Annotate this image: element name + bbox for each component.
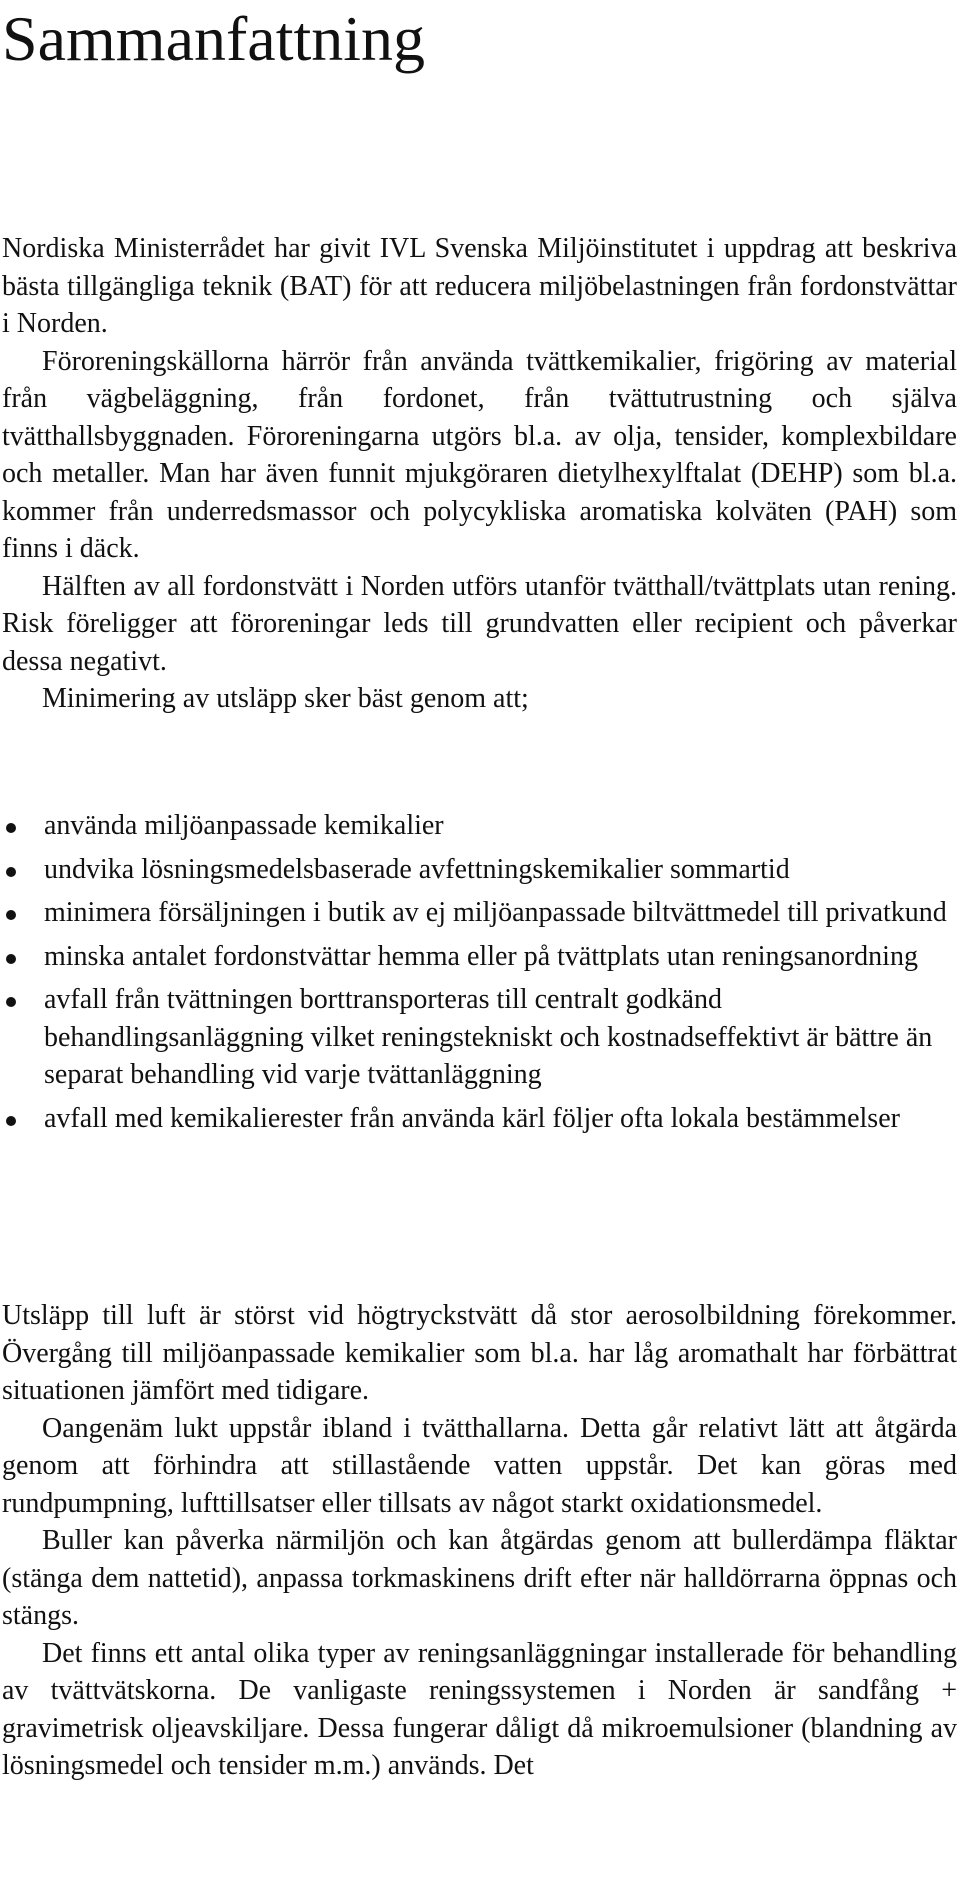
list-item-text: minska antalet fordonstvättar hemma eller på tvättplats utan reningsanordning <box>44 940 918 972</box>
bullet-list <box>2 807 957 1143</box>
bullet-icon <box>6 954 16 964</box>
list-item <box>2 851 957 889</box>
bullet-icon <box>6 997 16 1007</box>
bullet-icon <box>6 1116 16 1126</box>
bullet-icon <box>6 867 16 877</box>
bullet-icon <box>6 823 16 833</box>
bullet-icon <box>6 910 16 920</box>
list-item <box>2 894 957 932</box>
list-item <box>2 938 957 976</box>
paragraph: Oangenäm lukt uppstår ibland i tvätthallarna. Detta går relativt lätt att åtgärda genom att förhindra att stillastående vatten uppstår. Det kan göras med rundpumpning, lufttillsatser eller tillsats av något starkt oxidationsmedel. <box>2 1412 957 1519</box>
page-title: Sammanfattning <box>2 3 426 74</box>
intro-section <box>2 230 957 718</box>
list-item-text: avfall med kemikalierester från använda kärl följer ofta lokala bestämmelser <box>44 1102 900 1134</box>
closing-section <box>2 1297 957 1785</box>
paragraph: Buller kan påverka närmiljön och kan åtgärdas genom att bullerdämpa fläktar (stänga dem nattetid), anpassa torkmaskinens drift efter när halldörrarna öppnas och stängs. <box>2 1525 957 1631</box>
list-item-text: använda miljöanpassade kemikalier <box>44 810 444 841</box>
paragraph: Minimering av utsläpp sker bäst genom att; <box>42 683 529 714</box>
paragraph: Nordiska Ministerrådet har givit IVL Svenska Miljöinstitutet i uppdrag att beskriva bästa tillgängliga teknik (BAT) för att reducera miljöbelastningen från fordonstvättar i Norden. <box>2 233 957 339</box>
list-item <box>2 981 957 1094</box>
list-item <box>2 1100 957 1138</box>
list-item-text: undvika lösningsmedelsbaserade avfettningskemikalier sommartid <box>44 853 790 885</box>
paragraph: Föroreningskällorna härrör från använda tvättkemikalier, frigöring av material från vägbeläggning, från fordonet, från tvättutrustning och själva tvätthallsbyggnaden. Föroreningarna utgörs bl.a. av olja, tensider, komplexbildare och metaller. Man har även funnit mjukgöraren dietylhexylftalat (DEHP) som bl.a. kommer från underredsmassor och polycykliska aromatiska kolväten (PAH) som finns i däck. <box>2 345 957 564</box>
list-item-text: minimera försäljningen i butik av ej miljöanpassade biltvättmedel till privatkund <box>44 897 947 928</box>
paragraph: Det finns ett antal olika typer av reningsanläggningar installerade för behandling av tvättvätskorna. De vanligaste reningssystemen i Norden är sandfång + gravimetrisk oljeavskiljare. Dessa fungerar dåligt då mikroemulsioner (blandning av lösningsmedel och tensider m.m.) används. Det <box>2 1637 957 1781</box>
list-item <box>2 807 957 845</box>
paragraph: Hälften av all fordonstvätt i Norden utförs utanför tvätthall/tvättplats utan rening. Risk föreligger att föroreningar leds till grundvatten eller recipient och påverkar dessa negativt. <box>2 570 957 677</box>
paragraph: Utsläpp till luft är störst vid högtryckstvätt då stor aerosolbildning förekommer. Övergång till miljöanpassade kemikalier som bl.a. har låg aromathalt har förbättrat situationen jämfört med tidigare. <box>2 1300 957 1406</box>
list-item-text: avfall från tvättningen borttransporteras till centralt godkänd behandlingsanläggning vilket reningstekniskt och kostnadseffektivt är bättre än separat behandling vid varje tvättanläggning <box>44 984 933 1090</box>
